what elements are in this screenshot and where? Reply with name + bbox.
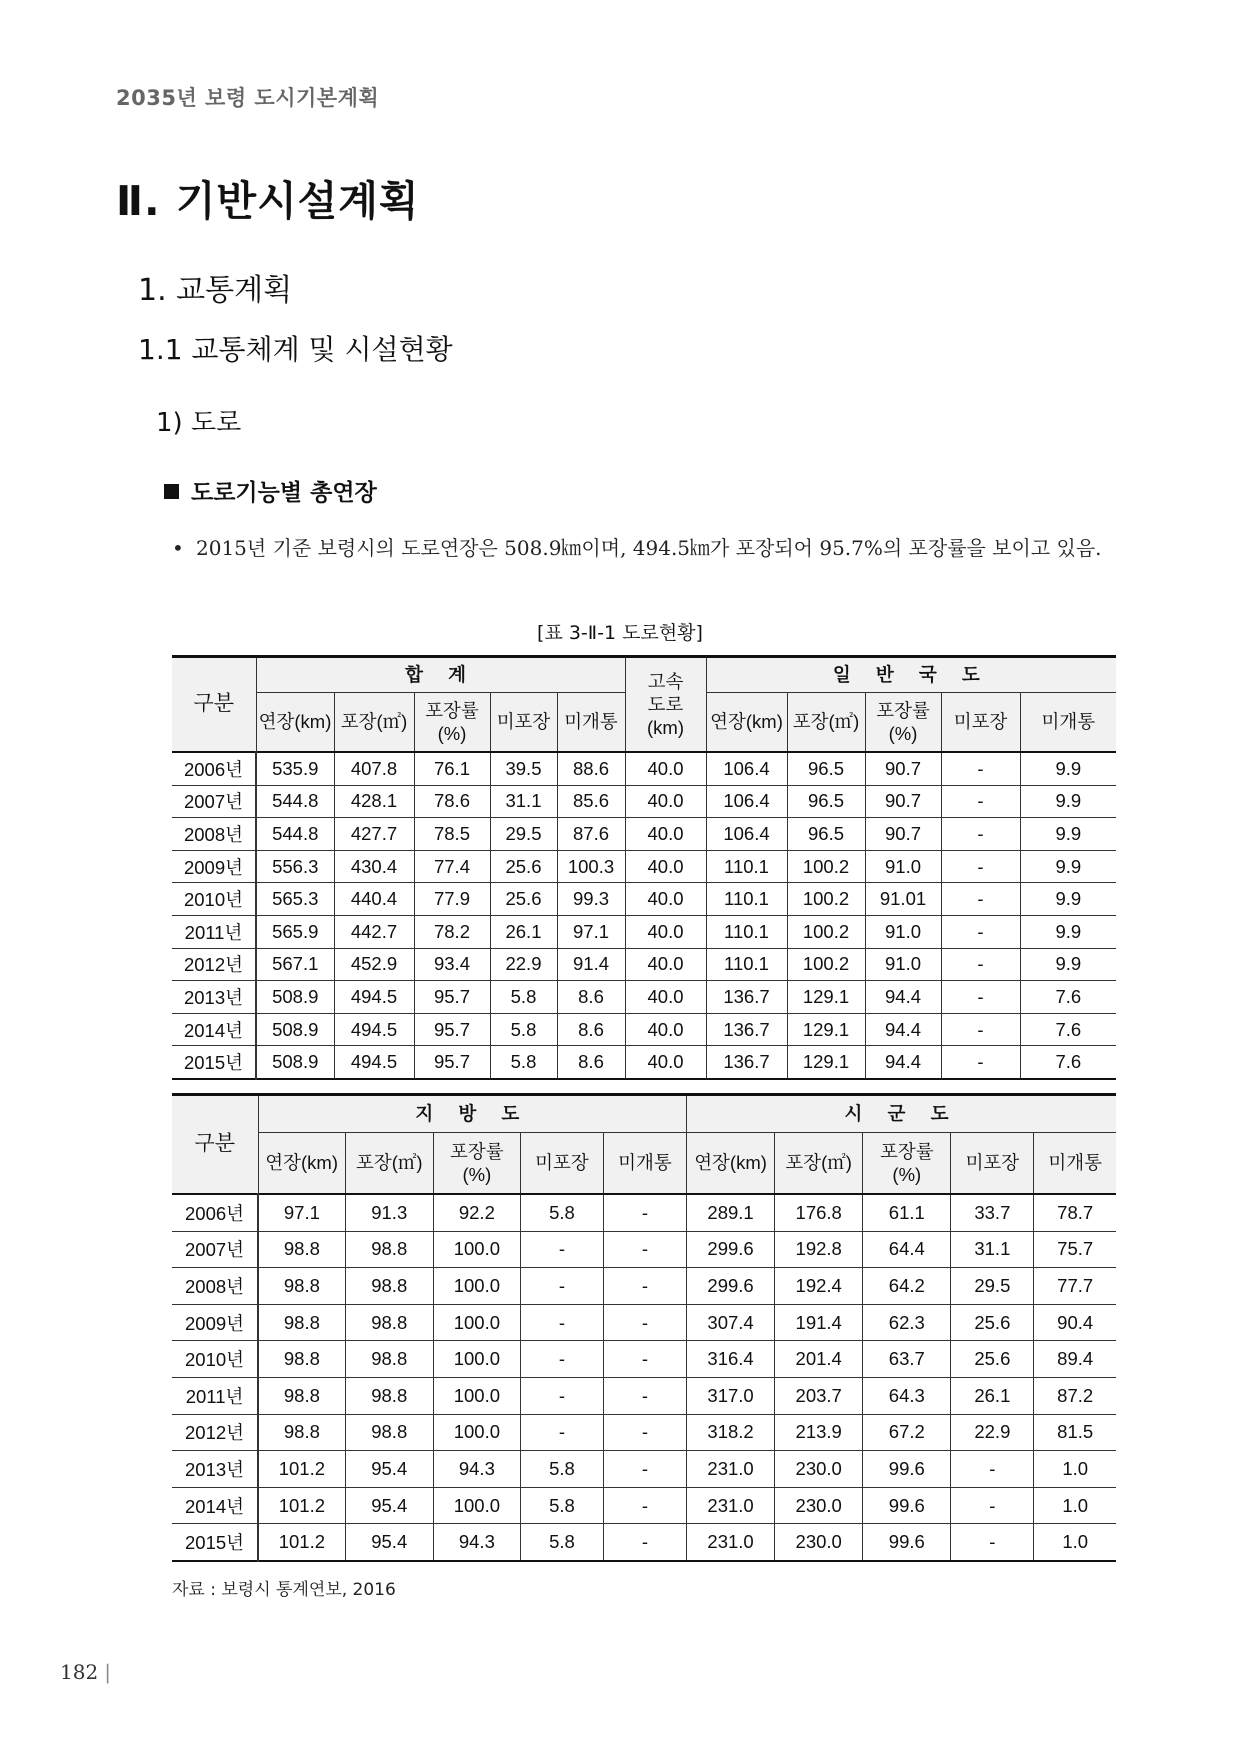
- table-cell: 25.6: [490, 883, 557, 916]
- table-cell: 40.0: [625, 948, 706, 981]
- table-cell: 100.0: [433, 1304, 520, 1341]
- table-cell: 176.8: [775, 1194, 863, 1231]
- subheader-cell: 포장(㎡): [334, 693, 414, 753]
- chapter-title: Ⅱ. 기반시설계획: [116, 177, 420, 225]
- table-cell: 9.9: [1020, 948, 1116, 981]
- table-cell: 100.2: [787, 915, 865, 948]
- table-cell: 1.0: [1034, 1524, 1116, 1561]
- table-cell: 39.5: [490, 752, 557, 785]
- table-cell: -: [941, 1046, 1020, 1079]
- table-cell: 565.3: [256, 883, 334, 916]
- table-cell: -: [941, 850, 1020, 883]
- table-cell: -: [951, 1487, 1034, 1524]
- table-cell: 81.5: [1034, 1414, 1116, 1451]
- page-number: [60, 1660, 111, 1684]
- table-cell: 100.0: [433, 1231, 520, 1268]
- row-year-cell: 2013년: [172, 1451, 258, 1488]
- table-cell: 5.8: [490, 981, 557, 1014]
- table-cell: -: [941, 1013, 1020, 1046]
- table-cell: 91.0: [865, 948, 941, 981]
- header-gubun: 구분: [172, 1095, 258, 1195]
- table-cell: 40.0: [625, 850, 706, 883]
- header-group-national-road: 일 반 국 도: [706, 657, 1116, 693]
- table-cell: 5.8: [490, 1046, 557, 1079]
- table-cell: 98.8: [258, 1304, 345, 1341]
- table-cell: 317.0: [687, 1377, 775, 1414]
- table-cell: 428.1: [334, 785, 414, 818]
- table-cell: 544.8: [256, 818, 334, 851]
- table-cell: 78.2: [414, 915, 490, 948]
- table-cell: 94.4: [865, 981, 941, 1014]
- table-cell: 64.4: [863, 1231, 951, 1268]
- table-row: [172, 1487, 1116, 1524]
- table-cell: 95.7: [414, 1046, 490, 1079]
- subheader-cell: 연장(km): [258, 1133, 345, 1195]
- table-row: [172, 752, 1116, 785]
- table-cell: 452.9: [334, 948, 414, 981]
- table-cell: 129.1: [787, 981, 865, 1014]
- table-cell: 94.4: [865, 1046, 941, 1079]
- table-cell: 88.6: [557, 752, 625, 785]
- subheader-cell: 포장률 (%): [414, 693, 490, 753]
- table-cell: 40.0: [625, 785, 706, 818]
- table-cell: 62.3: [863, 1304, 951, 1341]
- row-year-cell: 2014년: [172, 1487, 258, 1524]
- table-cell: -: [941, 915, 1020, 948]
- table-cell: 230.0: [775, 1524, 863, 1561]
- table-cell: 231.0: [687, 1451, 775, 1488]
- table-cell: 136.7: [706, 1046, 787, 1079]
- table-cell: 231.0: [687, 1487, 775, 1524]
- table-cell: 318.2: [687, 1414, 775, 1451]
- table-cell: 61.1: [863, 1194, 951, 1231]
- table-cell: 201.4: [775, 1341, 863, 1378]
- table-cell: -: [603, 1268, 686, 1305]
- table-cell: 26.1: [490, 915, 557, 948]
- table-cell: 192.4: [775, 1268, 863, 1305]
- table-row: [172, 1046, 1116, 1079]
- table-cell: 7.6: [1020, 1046, 1116, 1079]
- table-cell: -: [951, 1451, 1034, 1488]
- table-cell: 99.3: [557, 883, 625, 916]
- table-cell: 427.7: [334, 818, 414, 851]
- subheader-cell: 포장(㎡): [775, 1133, 863, 1195]
- row-year-cell: 2010년: [172, 1341, 258, 1378]
- road-status-table-1: [172, 655, 1116, 1080]
- table-cell: 289.1: [687, 1194, 775, 1231]
- table-cell: 31.1: [951, 1231, 1034, 1268]
- table-cell: 106.4: [706, 752, 787, 785]
- paragraph-text: 2015년 기준 보령시의 도로연장은 508.9㎞이며, 494.5㎞가 포장되어 95.7%의 포장률을 보이고 있음.: [196, 536, 1102, 560]
- table-cell: 106.4: [706, 818, 787, 851]
- header-expressway: 고속 도로 (km): [625, 657, 706, 753]
- row-year-cell: 2013년: [172, 981, 256, 1014]
- table-cell: 99.6: [863, 1451, 951, 1488]
- table-cell: 40.0: [625, 1013, 706, 1046]
- table-cell: -: [603, 1341, 686, 1378]
- table-cell: 67.2: [863, 1414, 951, 1451]
- table-cell: 508.9: [256, 1046, 334, 1079]
- table-cell: 98.8: [258, 1268, 345, 1305]
- row-year-cell: 2009년: [172, 850, 256, 883]
- subheader-cell: 미포장: [941, 693, 1020, 753]
- table-cell: 29.5: [490, 818, 557, 851]
- row-year-cell: 2009년: [172, 1304, 258, 1341]
- table-cell: -: [520, 1268, 603, 1305]
- table-cell: 63.7: [863, 1341, 951, 1378]
- table2-subheader-row: [172, 1133, 1116, 1195]
- table-cell: 25.6: [951, 1304, 1034, 1341]
- table-cell: 8.6: [557, 981, 625, 1014]
- source-note: 자료 : 보령시 통계연보, 2016: [172, 1580, 396, 1600]
- subheader-cell: 포장(㎡): [787, 693, 865, 753]
- road-status-table-2: [172, 1093, 1116, 1562]
- table-cell: 430.4: [334, 850, 414, 883]
- row-year-cell: 2007년: [172, 785, 256, 818]
- table-cell: 90.7: [865, 818, 941, 851]
- table-cell: 129.1: [787, 1046, 865, 1079]
- row-year-cell: 2007년: [172, 1231, 258, 1268]
- table-cell: 26.1: [951, 1377, 1034, 1414]
- table-cell: 94.3: [433, 1451, 520, 1488]
- running-header: 2035년 보령 도시기본계획: [116, 86, 380, 110]
- table-cell: 494.5: [334, 1046, 414, 1079]
- table-cell: 407.8: [334, 752, 414, 785]
- table-cell: 98.8: [345, 1268, 433, 1305]
- table-row: [172, 1304, 1116, 1341]
- table-cell: 192.8: [775, 1231, 863, 1268]
- table-cell: -: [603, 1524, 686, 1561]
- table-row: [172, 1194, 1116, 1231]
- table-cell: 78.7: [1034, 1194, 1116, 1231]
- table-cell: 29.5: [951, 1268, 1034, 1305]
- box-heading: [164, 474, 377, 507]
- table-cell: 97.1: [557, 915, 625, 948]
- subsection-title: 1.1 교통체계 및 시설현황: [138, 333, 453, 366]
- table-cell: -: [941, 752, 1020, 785]
- table-cell: 90.7: [865, 752, 941, 785]
- table-cell: 494.5: [334, 981, 414, 1014]
- table-cell: -: [603, 1487, 686, 1524]
- table-cell: 98.8: [258, 1414, 345, 1451]
- table-cell: 90.7: [865, 785, 941, 818]
- table-cell: 64.3: [863, 1377, 951, 1414]
- row-year-cell: 2012년: [172, 948, 256, 981]
- table-cell: 25.6: [951, 1341, 1034, 1378]
- header-group-total: 합 계: [256, 657, 625, 693]
- table-cell: 92.2: [433, 1194, 520, 1231]
- table-cell: 213.9: [775, 1414, 863, 1451]
- table-cell: 9.9: [1020, 850, 1116, 883]
- table-cell: -: [520, 1341, 603, 1378]
- table-cell: -: [520, 1231, 603, 1268]
- table-cell: 110.1: [706, 883, 787, 916]
- table-cell: 100.3: [557, 850, 625, 883]
- table-cell: 5.8: [520, 1524, 603, 1561]
- table-cell: 100.0: [433, 1341, 520, 1378]
- table-cell: 440.4: [334, 883, 414, 916]
- table-cell: -: [520, 1414, 603, 1451]
- item-title: 1) 도로: [156, 408, 242, 438]
- table-cell: 191.4: [775, 1304, 863, 1341]
- table-cell: 78.6: [414, 785, 490, 818]
- table-cell: 94.4: [865, 1013, 941, 1046]
- table-cell: 98.8: [258, 1377, 345, 1414]
- table-cell: 100.0: [433, 1268, 520, 1305]
- table-cell: 99.6: [863, 1487, 951, 1524]
- row-year-cell: 2014년: [172, 1013, 256, 1046]
- subheader-cell: 미포장: [520, 1133, 603, 1195]
- table-caption: [표 3-Ⅱ-1 도로현황]: [537, 622, 703, 644]
- row-year-cell: 2011년: [172, 915, 256, 948]
- table-row: [172, 915, 1116, 948]
- row-year-cell: 2011년: [172, 1377, 258, 1414]
- table-cell: 91.0: [865, 850, 941, 883]
- table-cell: 110.1: [706, 850, 787, 883]
- table-cell: 203.7: [775, 1377, 863, 1414]
- table-row: [172, 1268, 1116, 1305]
- box-heading-label: 도로기능별 총연장: [191, 480, 377, 506]
- table-cell: 101.2: [258, 1451, 345, 1488]
- table-cell: 93.4: [414, 948, 490, 981]
- header-group-city-county-road: 시 군 도: [687, 1095, 1117, 1133]
- table-cell: 98.8: [345, 1341, 433, 1378]
- table-cell: 64.2: [863, 1268, 951, 1305]
- table-cell: 40.0: [625, 915, 706, 948]
- header-group-local-road: 지 방 도: [258, 1095, 686, 1133]
- table-cell: 96.5: [787, 752, 865, 785]
- table-cell: 535.9: [256, 752, 334, 785]
- subheader-cell: 미포장: [490, 693, 557, 753]
- table-cell: 129.1: [787, 1013, 865, 1046]
- row-year-cell: 2015년: [172, 1524, 258, 1561]
- table-row: [172, 1524, 1116, 1561]
- table-cell: 101.2: [258, 1487, 345, 1524]
- table-cell: 91.4: [557, 948, 625, 981]
- table-cell: 25.6: [490, 850, 557, 883]
- table-row: [172, 981, 1116, 1014]
- table-cell: 567.1: [256, 948, 334, 981]
- table-cell: 9.9: [1020, 915, 1116, 948]
- table-cell: -: [941, 883, 1020, 916]
- table-cell: -: [603, 1451, 686, 1488]
- table-row: [172, 1231, 1116, 1268]
- table-cell: 90.4: [1034, 1304, 1116, 1341]
- table-row: [172, 785, 1116, 818]
- row-year-cell: 2015년: [172, 1046, 256, 1079]
- table-cell: 100.0: [433, 1487, 520, 1524]
- table-cell: 95.4: [345, 1451, 433, 1488]
- table-cell: 98.8: [345, 1304, 433, 1341]
- table-cell: -: [603, 1231, 686, 1268]
- subheader-cell: 미개통: [603, 1133, 686, 1195]
- table-cell: 9.9: [1020, 752, 1116, 785]
- subheader-cell: 포장률 (%): [433, 1133, 520, 1195]
- table-cell: 5.8: [520, 1194, 603, 1231]
- square-bullet-icon: [164, 484, 179, 499]
- header-gubun: 구분: [172, 657, 256, 753]
- table-cell: -: [941, 981, 1020, 1014]
- table-cell: 565.9: [256, 915, 334, 948]
- table-cell: 7.6: [1020, 981, 1116, 1014]
- table-cell: -: [603, 1377, 686, 1414]
- table-cell: 1.0: [1034, 1487, 1116, 1524]
- table-cell: 8.6: [557, 1046, 625, 1079]
- table-cell: 110.1: [706, 915, 787, 948]
- table-cell: 5.8: [490, 1013, 557, 1046]
- table-cell: 40.0: [625, 883, 706, 916]
- table-cell: 96.5: [787, 785, 865, 818]
- table-cell: 99.6: [863, 1524, 951, 1561]
- table-row: [172, 883, 1116, 916]
- table-cell: 22.9: [951, 1414, 1034, 1451]
- table-cell: 7.6: [1020, 1013, 1116, 1046]
- table-cell: 5.8: [520, 1487, 603, 1524]
- table-cell: 136.7: [706, 1013, 787, 1046]
- table-cell: 100.0: [433, 1414, 520, 1451]
- body-paragraph: [172, 528, 1132, 568]
- section-title: 1. 교통계획: [138, 273, 293, 308]
- table-cell: 89.4: [1034, 1341, 1116, 1378]
- table-row: [172, 1341, 1116, 1378]
- table-cell: 230.0: [775, 1487, 863, 1524]
- table-cell: 78.5: [414, 818, 490, 851]
- table-cell: 76.1: [414, 752, 490, 785]
- table-cell: 100.2: [787, 850, 865, 883]
- table-cell: 75.7: [1034, 1231, 1116, 1268]
- table-cell: 494.5: [334, 1013, 414, 1046]
- table-cell: 77.9: [414, 883, 490, 916]
- table-row: [172, 850, 1116, 883]
- row-year-cell: 2008년: [172, 818, 256, 851]
- table-cell: 8.6: [557, 1013, 625, 1046]
- table-cell: 95.7: [414, 981, 490, 1014]
- table-cell: 544.8: [256, 785, 334, 818]
- table-cell: 9.9: [1020, 785, 1116, 818]
- table-row: [172, 818, 1116, 851]
- subheader-cell: 미개통: [1020, 693, 1116, 753]
- table-cell: 77.7: [1034, 1268, 1116, 1305]
- table-cell: 442.7: [334, 915, 414, 948]
- page-separator: |: [104, 1660, 111, 1684]
- table-cell: 230.0: [775, 1451, 863, 1488]
- table-cell: 94.3: [433, 1524, 520, 1561]
- table-cell: 231.0: [687, 1524, 775, 1561]
- table-cell: 100.2: [787, 883, 865, 916]
- table-cell: 95.7: [414, 1013, 490, 1046]
- table-cell: -: [520, 1304, 603, 1341]
- subheader-cell: 포장률 (%): [865, 693, 941, 753]
- table-cell: 100.2: [787, 948, 865, 981]
- row-year-cell: 2006년: [172, 1194, 258, 1231]
- table-cell: 33.7: [951, 1194, 1034, 1231]
- row-year-cell: 2006년: [172, 752, 256, 785]
- table-cell: 98.8: [258, 1231, 345, 1268]
- table-cell: 85.6: [557, 785, 625, 818]
- table-cell: 307.4: [687, 1304, 775, 1341]
- table-cell: 136.7: [706, 981, 787, 1014]
- table-cell: 40.0: [625, 1046, 706, 1079]
- table-cell: 40.0: [625, 818, 706, 851]
- table-cell: 95.4: [345, 1487, 433, 1524]
- table-cell: 91.01: [865, 883, 941, 916]
- table-cell: 9.9: [1020, 883, 1116, 916]
- subheader-cell: 미개통: [1034, 1133, 1116, 1195]
- table-cell: 98.8: [345, 1414, 433, 1451]
- row-year-cell: 2010년: [172, 883, 256, 916]
- table-cell: 40.0: [625, 752, 706, 785]
- bullet-icon: •: [172, 536, 184, 560]
- table-cell: 98.8: [345, 1377, 433, 1414]
- table-row: [172, 1013, 1116, 1046]
- table-cell: 22.9: [490, 948, 557, 981]
- table-cell: 77.4: [414, 850, 490, 883]
- table-cell: 5.8: [520, 1451, 603, 1488]
- subheader-cell: 연장(km): [256, 693, 334, 753]
- table-cell: 87.6: [557, 818, 625, 851]
- table-cell: -: [603, 1194, 686, 1231]
- subheader-cell: 미포장: [951, 1133, 1034, 1195]
- table-row: [172, 1377, 1116, 1414]
- table-cell: 9.9: [1020, 818, 1116, 851]
- table-row: [172, 1414, 1116, 1451]
- table-cell: 106.4: [706, 785, 787, 818]
- table-cell: 97.1: [258, 1194, 345, 1231]
- table-cell: 110.1: [706, 948, 787, 981]
- table-cell: 508.9: [256, 1013, 334, 1046]
- table-cell: 91.3: [345, 1194, 433, 1231]
- table-cell: -: [520, 1377, 603, 1414]
- table-cell: 98.8: [258, 1341, 345, 1378]
- table-cell: -: [951, 1524, 1034, 1561]
- subheader-cell: 포장률 (%): [863, 1133, 951, 1195]
- row-year-cell: 2012년: [172, 1414, 258, 1451]
- table-cell: 87.2: [1034, 1377, 1116, 1414]
- table-cell: 40.0: [625, 981, 706, 1014]
- table-cell: 299.6: [687, 1268, 775, 1305]
- table-cell: -: [941, 948, 1020, 981]
- table-cell: 91.0: [865, 915, 941, 948]
- table-cell: 556.3: [256, 850, 334, 883]
- table-cell: 96.5: [787, 818, 865, 851]
- table-cell: 316.4: [687, 1341, 775, 1378]
- table-cell: 508.9: [256, 981, 334, 1014]
- table-cell: 1.0: [1034, 1451, 1116, 1488]
- subheader-cell: 연장(km): [687, 1133, 775, 1195]
- subheader-cell: 연장(km): [706, 693, 787, 753]
- table-row: [172, 1451, 1116, 1488]
- table-cell: 299.6: [687, 1231, 775, 1268]
- table-cell: 101.2: [258, 1524, 345, 1561]
- table-cell: 31.1: [490, 785, 557, 818]
- table-cell: -: [941, 785, 1020, 818]
- table-cell: -: [603, 1304, 686, 1341]
- table-cell: -: [603, 1414, 686, 1451]
- table-cell: 98.8: [345, 1231, 433, 1268]
- subheader-cell: 미개통: [557, 693, 625, 753]
- subheader-cell: 포장(㎡): [345, 1133, 433, 1195]
- table-cell: -: [941, 818, 1020, 851]
- table-cell: 100.0: [433, 1377, 520, 1414]
- page-number-value: 182: [60, 1660, 99, 1684]
- table-cell: 95.4: [345, 1524, 433, 1561]
- row-year-cell: 2008년: [172, 1268, 258, 1305]
- table-row: [172, 948, 1116, 981]
